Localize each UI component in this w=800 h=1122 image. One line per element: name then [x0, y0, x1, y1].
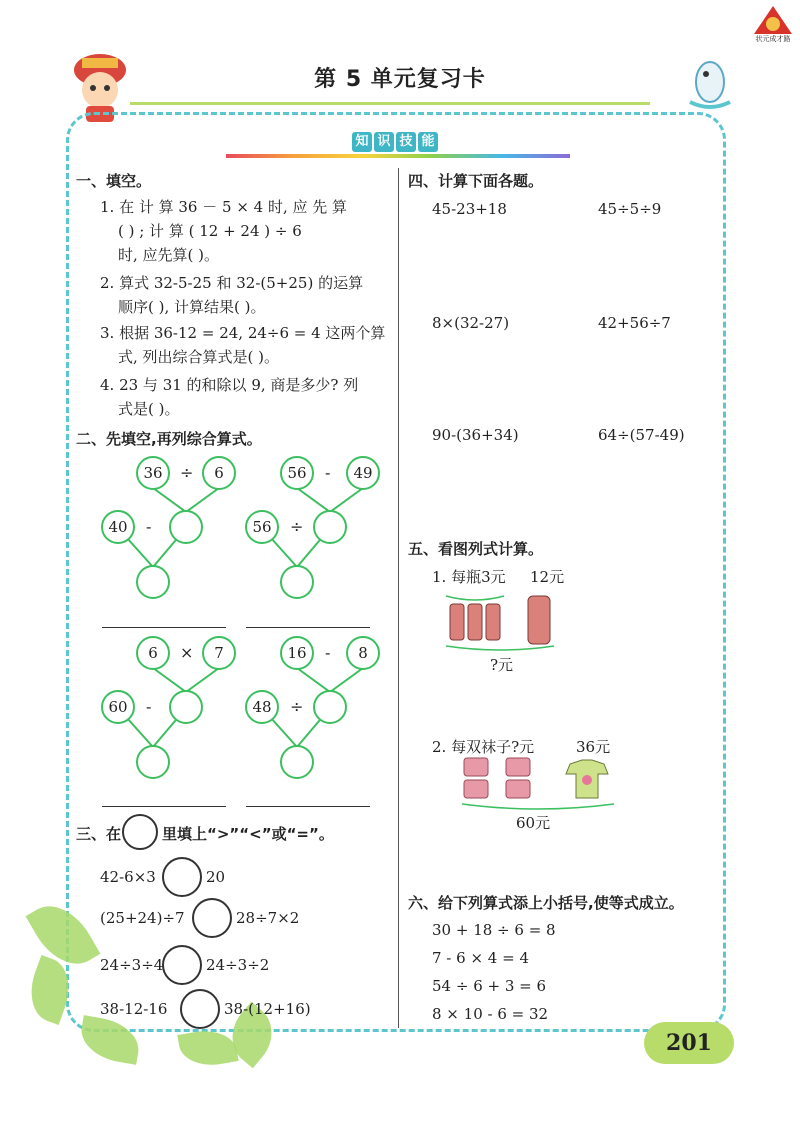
problem2-total: 60元: [516, 814, 551, 832]
tree3-answer-line[interactable]: [102, 806, 226, 807]
tree3-circle-c: 60: [101, 690, 135, 724]
compare2-right: 28÷7×2: [236, 909, 300, 927]
section1-heading: 一、填空。: [76, 172, 152, 190]
brand-text: 状元成才路: [755, 35, 791, 43]
tree2-circle-blank1[interactable]: [313, 510, 347, 544]
heading-circle-icon: [122, 814, 158, 850]
section5-heading: 五、看图列式计算。: [408, 540, 544, 558]
tree2-circle-c: 56: [245, 510, 279, 544]
compare1-circle[interactable]: [162, 857, 202, 897]
tree4-circle-b: 8: [346, 636, 380, 670]
tree4-circle-a: 16: [280, 636, 314, 670]
section6-heading: 六、给下列算式添上小括号,使等式成立。: [408, 894, 684, 912]
section4-heading: 四、计算下面各题。: [408, 172, 544, 190]
q1-line3: 时, 应先算( )。: [118, 246, 220, 264]
equation-2: 7 - 6 × 4 = 4: [432, 949, 529, 967]
q2-line2: 顺序( ), 计算结果( )。: [118, 298, 266, 316]
q1-line2: ( ) ; 计 算 ( 12 + 24 ) ÷ 6: [118, 222, 302, 240]
q2-line1: 2. 算式 32-5-25 和 32-(5+25) 的运算: [100, 274, 364, 292]
compare2-circle[interactable]: [192, 898, 232, 938]
page-number: 201: [644, 1022, 734, 1064]
compare4-circle[interactable]: [180, 989, 220, 1029]
tree4-answer-line[interactable]: [246, 806, 370, 807]
tree1-answer-line[interactable]: [102, 627, 226, 628]
tree1-circle-a: 36: [136, 456, 170, 490]
compare1-left: 42-6×3: [100, 868, 156, 886]
tree2-answer-line[interactable]: [246, 627, 370, 628]
q3-line2: 式, 列出综合算式是( )。: [118, 348, 280, 366]
q1-line1: 1. 在 计 算 36 － 5 × 4 时, 应 先 算: [100, 198, 348, 216]
compare4-right: 38-(12+16): [224, 1000, 311, 1018]
tree4-circle-c: 48: [245, 690, 279, 724]
problem1-price: 12元: [530, 568, 565, 586]
q3-line1: 3. 根据 36-12 = 24, 24÷6 = 4 这两个算: [100, 324, 386, 342]
compare2-left: (25+24)÷7: [100, 909, 185, 927]
tree3-circle-b: 7: [202, 636, 236, 670]
tree1-circle-blank2[interactable]: [136, 565, 170, 599]
tree3-op2: -: [146, 697, 152, 716]
tag-char: 技: [396, 132, 416, 152]
tree2-op1: -: [325, 463, 331, 482]
calc-6: 64÷(57-49): [598, 426, 685, 444]
tag-char: 能: [418, 132, 438, 152]
tree4-op2: ÷: [290, 697, 304, 716]
bottles-illustration: [440, 588, 560, 658]
calc-1: 45-23+18: [432, 200, 507, 218]
tree1-circle-c: 40: [101, 510, 135, 544]
tree1-circle-blank1[interactable]: [169, 510, 203, 544]
calc-3: 8×(32-27): [432, 314, 510, 332]
tree3-circle-blank1[interactable]: [169, 690, 203, 724]
tree1-op1: ÷: [180, 463, 194, 482]
equation-3: 54 ÷ 6 + 3 = 6: [432, 977, 547, 995]
problem2-label: 2. 每双袜子?元: [432, 738, 535, 756]
tree2-circle-a: 56: [280, 456, 314, 490]
problem1-total: ?元: [490, 656, 514, 674]
compare4-left: 38-12-16: [100, 1000, 168, 1018]
tree4-circle-blank1[interactable]: [313, 690, 347, 724]
section2-heading: 二、先填空,再列综合算式。: [76, 430, 262, 448]
tree1-op2: -: [146, 517, 152, 536]
tag-char: 知: [352, 132, 372, 152]
tree4-circle-blank2[interactable]: [280, 745, 314, 779]
calc-5: 90-(36+34): [432, 426, 519, 444]
compare3-right: 24÷3÷2: [206, 956, 270, 974]
tree3-circle-blank2[interactable]: [136, 745, 170, 779]
calc-4: 42+56÷7: [598, 314, 671, 332]
compare1-right: 20: [206, 868, 226, 886]
tree4-op1: -: [325, 643, 331, 662]
socks-shirt-illustration: [458, 756, 618, 816]
compare3-left: 24÷3÷4: [100, 956, 164, 974]
q4-line2: 式是( )。: [118, 400, 180, 418]
page-title: 第 5 单元复习卡: [314, 67, 486, 92]
q4-line1: 4. 23 与 31 的和除以 9, 商是多少? 列: [100, 376, 359, 394]
tree3-circle-a: 6: [136, 636, 170, 670]
calc-2: 45÷5÷9: [598, 200, 662, 218]
tree2-circle-blank2[interactable]: [280, 565, 314, 599]
problem2-price: 36元: [576, 738, 611, 756]
problem1-label: 1. 每瓶3元: [432, 568, 506, 586]
equation-1: 30 + 18 ÷ 6 = 8: [432, 921, 556, 939]
tree3-op1: ×: [180, 643, 194, 662]
tree2-circle-b: 49: [346, 456, 380, 490]
tag-char: 识: [374, 132, 394, 152]
tree2-op2: ÷: [290, 517, 304, 536]
tree1-circle-b: 6: [202, 456, 236, 490]
section3-heading-start: 三、在: [76, 825, 122, 843]
equation-4: 8 × 10 - 6 = 32: [432, 1005, 549, 1023]
section3-heading-end: 里填上“>”“<”或“=”。: [162, 825, 334, 843]
compare3-circle[interactable]: [162, 945, 202, 985]
